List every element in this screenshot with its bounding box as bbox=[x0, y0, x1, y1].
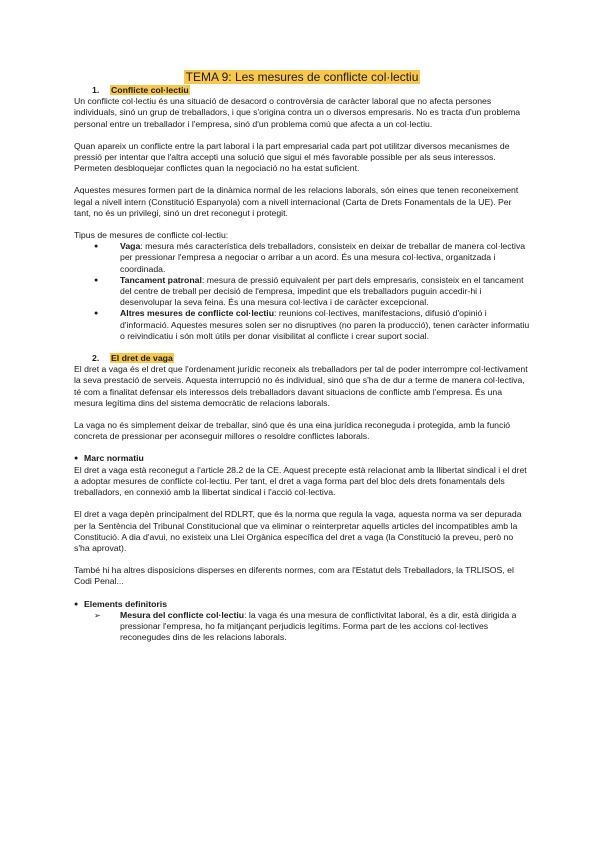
paragraph: La vaga no és simplement deixar de treballar, sinó que és una eina jurídica reconeguda i protegida, amb la funció concreta de pressionar per aconseguir millores o resoldre conflictes laborals. bbox=[74, 420, 511, 442]
subheading-marc-normatiu: ● Marc normatiu bbox=[74, 453, 530, 464]
section-number: 1. bbox=[92, 85, 100, 95]
paragraph: Un conflicte col·lectiu és una situació de desacord o controvèrsia de caràcter laboral que no afecta persones individuals, sinó un grup de treballadors, i que s'origina contra un o diversos empresaris. No es tracta d'un problema personal entre un treballador i l'empresa, sinó d'un problema comú que afecta a un col·lectiu. bbox=[74, 96, 521, 129]
list-item: ● Vaga: mesura més característica dels treballadors, consisteix en deixar de treballar de manera col·lectiva per pressionar l'empresa a negociar o arribar a un acord. És una mesura col·lectiva, organitzada i coordinada. bbox=[74, 241, 530, 275]
paragraph: També hi ha altres disposicions disperses en diferents normes, com ara l'Estatut dels Treballadors, la TRLISOS, el Codi Penal... bbox=[74, 565, 514, 587]
section-title: El dret de vaga bbox=[111, 353, 173, 364]
paragraph: El dret a vaga depèn principalment del RDLRT, que és la norma que regula la vaga, aquesta norma va ser depurada per la Sentència del Tribunal Constitucional que va eliminar o reinterpretar aquells articles del incompatibles amb la Constitució. A dia d'avui, no existeix una Llei Orgànica específica del dret a vaga (la Constitució la preveu, però no s'ha aprovat). bbox=[74, 509, 522, 553]
document-page bbox=[74, 70, 530, 643]
list-intro: Tipus de mesures de conflicte col·lectiu: bbox=[74, 230, 229, 241]
page-title: TEMA 9: Les mesures de conflicte col·lectiu bbox=[185, 70, 419, 84]
section-heading-conflicte bbox=[92, 85, 530, 96]
section-title: Conflicte col·lectiu bbox=[111, 85, 189, 95]
list-item: ● Tancament patronal: mesura de pressió equivalent per part dels empresaris, consisteix en el tancament del centre de treball per decisió de l'empresa, impedint que els treballadors puguin accedir-hi i desenvolupar la seva feina. És una mesura col·lectiva i de caràcter excepcional. bbox=[74, 275, 530, 309]
list-item: ➢ Mesura del conflicte col·lectiu: la vaga és una mesura de conflictivitat laboral, és a dir, està dirigida a pressionar l'empresa, ho fa mitjançant perjudicis legítims. Forma part de les accions col·lectives reconegudes dins de les relacions laborals. bbox=[74, 610, 530, 644]
paragraph: El dret a vaga és el dret que l'ordenament jurídic reconeix als treballadors per tal de poder interrompre col·lectivament la seva prestació de serveis. Aquesta interrupció no és individual, sinó que s'ha de dur a terme de manera col·lectiva, té com a finalitat defensar els interessos dels treballadors davant situacions de conflicte amb l'empresa. És una mesura legítima dins del sistema democràtic de relacions laborals. bbox=[74, 364, 528, 408]
section-heading-dret-vaga bbox=[92, 353, 530, 364]
section-number: 2. bbox=[92, 353, 100, 364]
subheading-elements-definitoris: ● Elements definitoris bbox=[74, 599, 530, 610]
paragraph: Quan apareix un conflicte entre la part laboral i la part empresarial cada part pot utilitzar diversos mecanismes de pressió per intentar que l'altra accepti una solució que sigui el més favorable possible per als seus interessos. Permeten desbloquejar conflictes quan la negociació no ha estat suficient. bbox=[74, 140, 510, 174]
list-item: ● Altres mesures de conflicte col·lectiu: reunions col·lectives, manifestacions, difusió d'opinió i d'informació. Aquestes mesures solen ser no disruptives (no paren la producció), tenen caràcter informatiu o reivindicatiu i són molt útils per donar visibilitat al conflicte i crear suport social. bbox=[74, 308, 530, 342]
paragraph: Aquestes mesures formen part de la dinàmica normal de les relacions laborals, són eines que tenen reconeixement legal a nivell intern (Constitució Espanyola) com a nivell internacional (Carta de Drets Fonamentals de la UE). Per tant, no és un privilegi, sinó un dret reconegut i protegit. bbox=[74, 185, 519, 218]
measures-list bbox=[74, 241, 530, 342]
paragraph: El dret a vaga està reconegut a l'article 28.2 de la CE. Aquest precepte està relacionat amb la llibertat sindical i el dret a adoptar mesures de conflicte col·lectiu. Per tant, el dret a vaga forma part del bloc dels drets fonamentals dels treballadors, en connexió amb la llibertat sindical i l'acció col·lectiva. bbox=[74, 464, 527, 498]
elements-list bbox=[74, 610, 530, 644]
